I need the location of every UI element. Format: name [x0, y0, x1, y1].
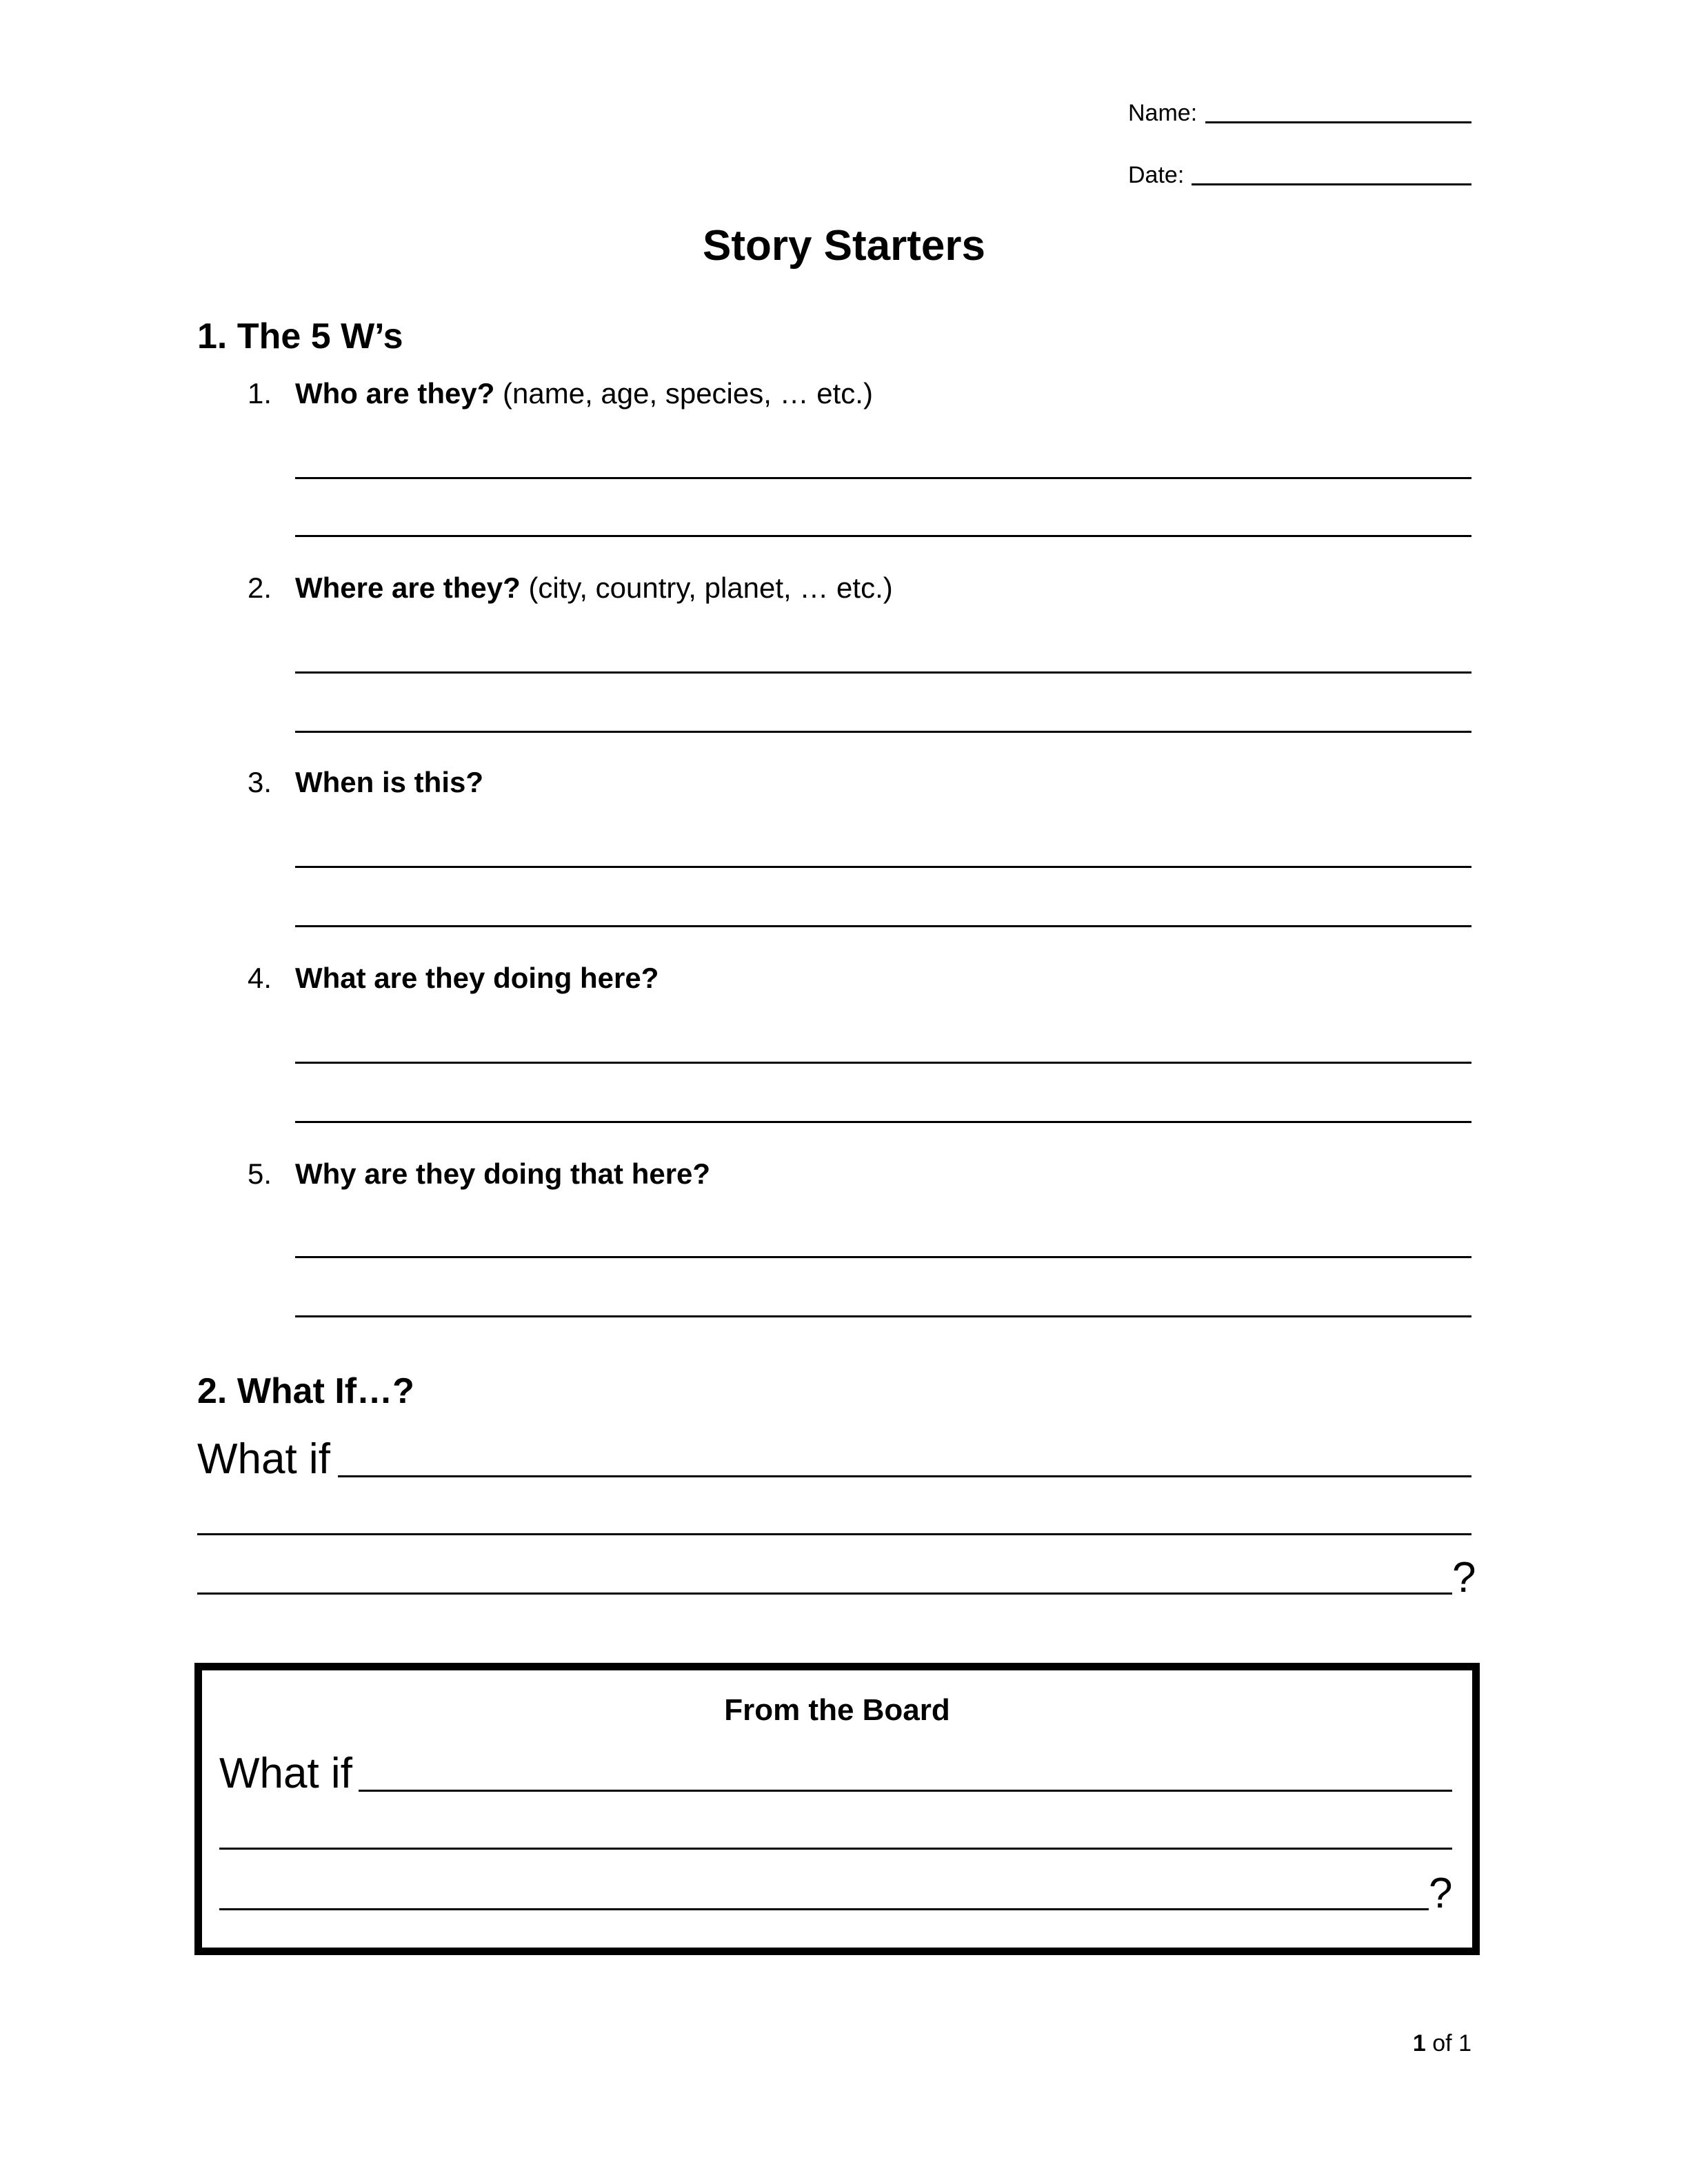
question-text [295, 376, 873, 411]
page-number [1334, 2030, 1471, 2057]
answer-line[interactable] [295, 1121, 1471, 1123]
page-title: Story Starters [702, 222, 986, 270]
question-number: 3. [247, 766, 272, 798]
question-text [295, 571, 893, 605]
question-mark: ? [1452, 1554, 1476, 1601]
name-label: Name: [1128, 100, 1198, 126]
answer-line[interactable] [295, 1315, 1471, 1317]
what-if-line[interactable] [197, 1533, 1471, 1535]
question-text [295, 765, 483, 800]
section-heading-5ws: 1. The 5 W’s [197, 316, 403, 356]
question-bold: Who are they? [295, 377, 495, 410]
question-bold: When is this? [295, 766, 483, 798]
answer-line[interactable] [295, 671, 1471, 674]
date-label: Date: [1128, 162, 1185, 188]
answer-line[interactable] [295, 731, 1471, 733]
question-number: 2. [247, 572, 272, 604]
date-field[interactable] [1192, 183, 1471, 185]
what-if-line[interactable] [197, 1593, 1452, 1595]
question-hint: (city, country, planet, … etc.) [520, 572, 893, 604]
answer-line[interactable] [295, 866, 1471, 868]
question-bold: Why are they doing that here? [295, 1157, 711, 1190]
question-number: 4. [247, 962, 272, 994]
question-text [295, 1157, 710, 1191]
question-number: 1. [247, 377, 272, 410]
question-hint: (name, age, species, … etc.) [494, 377, 873, 410]
answer-line[interactable] [295, 925, 1471, 927]
answer-line[interactable] [295, 1062, 1471, 1064]
answer-line[interactable] [295, 477, 1471, 479]
board-what-if-line[interactable] [359, 1790, 1452, 1792]
section-heading-what-if: 2. What If…? [197, 1371, 414, 1411]
board-title: From the Board [724, 1693, 950, 1727]
page-current: 1 [1412, 2030, 1426, 2056]
name-field[interactable] [1205, 121, 1471, 123]
board-what-if-line[interactable] [219, 1848, 1452, 1850]
question-text [295, 961, 659, 995]
what-if-line[interactable] [338, 1475, 1471, 1477]
board-what-if-prompt: What if [219, 1750, 352, 1797]
answer-line[interactable] [295, 535, 1471, 537]
board-what-if-line[interactable] [219, 1908, 1429, 1910]
answer-line[interactable] [295, 1256, 1471, 1258]
board-question-mark: ? [1429, 1870, 1453, 1917]
page-total: of 1 [1425, 2030, 1471, 2056]
question-number: 5. [247, 1157, 272, 1190]
question-bold: Where are they? [295, 572, 521, 604]
what-if-prompt: What if [197, 1435, 330, 1483]
question-bold: What are they doing here? [295, 962, 659, 994]
